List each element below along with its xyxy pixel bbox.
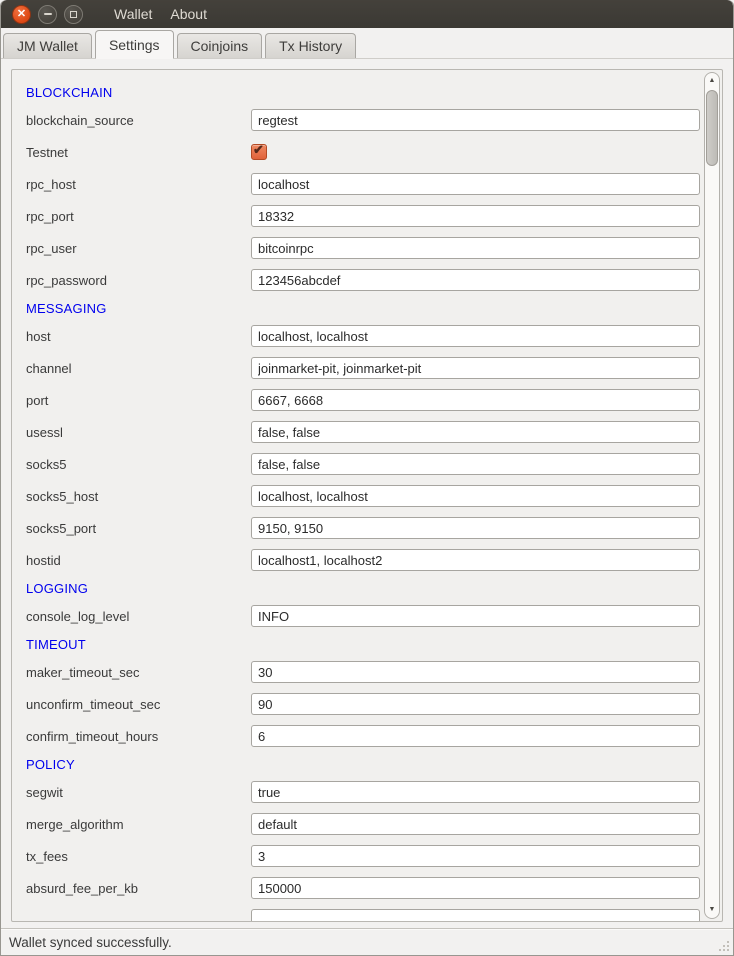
- field-label: confirm_timeout_hours: [26, 728, 159, 744]
- settings-row: [26, 448, 700, 480]
- settings-row: [26, 600, 700, 632]
- close-button[interactable]: [12, 5, 31, 24]
- section-header-timeout: TIMEOUT: [26, 636, 86, 652]
- field-value-cell: [251, 144, 700, 160]
- settings-form: [12, 70, 700, 921]
- field-label: socks5_port: [26, 520, 97, 536]
- tab-jm-wallet[interactable]: JM Wallet: [3, 33, 92, 58]
- settings-row: [26, 168, 700, 200]
- scrollbar-thumb[interactable]: [706, 90, 718, 166]
- field-label: socks5_host: [26, 488, 99, 504]
- absurd_fee_per_kb-input[interactable]: [251, 877, 700, 899]
- field-label: tx_fees: [26, 848, 68, 864]
- clipped-input[interactable]: [251, 909, 700, 921]
- port-input[interactable]: [251, 389, 700, 411]
- host-input[interactable]: [251, 325, 700, 347]
- menu-about[interactable]: About: [170, 6, 207, 22]
- merge_algorithm-input[interactable]: [251, 813, 700, 835]
- status-text: Wallet synced successfully.: [9, 934, 172, 950]
- scroll-up-icon[interactable]: ▲: [708, 77, 716, 84]
- tab-bar: [1, 28, 733, 59]
- field-label: rpc_port: [26, 208, 74, 224]
- field-label: segwit: [26, 784, 63, 800]
- blockchain_source-input[interactable]: [251, 109, 700, 131]
- checkmark-icon: ✔: [253, 142, 264, 157]
- rpc_host-input[interactable]: [251, 173, 700, 195]
- menu-wallet[interactable]: Wallet: [114, 6, 153, 22]
- socks5_port-input[interactable]: [251, 517, 700, 539]
- maximize-button[interactable]: [64, 5, 83, 24]
- field-label: socks5: [26, 456, 67, 472]
- field-label: hostid: [26, 552, 61, 568]
- status-bar: [1, 928, 733, 955]
- field-label: rpc_host: [26, 176, 76, 192]
- maximize-icon: [70, 11, 77, 18]
- field-label: merge_algorithm: [26, 816, 124, 832]
- scroll-down-icon[interactable]: ▼: [708, 906, 716, 913]
- settings-row: [26, 480, 700, 512]
- tab-settings[interactable]: Settings: [95, 30, 174, 59]
- settings-row: [26, 416, 700, 448]
- tx_fees-input[interactable]: [251, 845, 700, 867]
- settings-row: [26, 904, 700, 921]
- settings-row: [26, 384, 700, 416]
- settings-row: [26, 352, 700, 384]
- channel-input[interactable]: [251, 357, 700, 379]
- settings-row: [26, 656, 700, 688]
- rpc_password-input[interactable]: [251, 269, 700, 291]
- section-header-blockchain: BLOCKCHAIN: [26, 84, 113, 100]
- segwit-input[interactable]: [251, 781, 700, 803]
- menu-bar: [105, 2, 216, 26]
- field-label: maker_timeout_sec: [26, 664, 140, 680]
- settings-row: [26, 544, 700, 576]
- field-label: channel: [26, 360, 72, 376]
- settings-row: [26, 720, 700, 752]
- socks5_host-input[interactable]: [251, 485, 700, 507]
- field-label: rpc_user: [26, 240, 77, 256]
- settings-row: [26, 512, 700, 544]
- settings-row: [26, 776, 700, 808]
- field-label: unconfirm_timeout_sec: [26, 696, 161, 712]
- rpc_port-input[interactable]: [251, 205, 700, 227]
- settings-row: [26, 264, 700, 296]
- tab-coinjoins[interactable]: Coinjoins: [177, 33, 263, 58]
- settings-scroll-area: [11, 69, 723, 922]
- settings-row: [26, 320, 700, 352]
- settings-row: [26, 136, 700, 168]
- minimize-button[interactable]: [38, 5, 57, 24]
- rpc_user-input[interactable]: [251, 237, 700, 259]
- settings-row: [26, 104, 700, 136]
- field-label: port: [26, 392, 49, 408]
- field-label: blockchain_source: [26, 112, 134, 128]
- settings-row: [26, 872, 700, 904]
- close-icon: ✕: [16, 7, 27, 20]
- hostid-input[interactable]: [251, 549, 700, 571]
- field-label: console_log_level: [26, 608, 130, 624]
- vertical-scrollbar[interactable]: [704, 72, 720, 919]
- section-header-logging: LOGGING: [26, 580, 89, 596]
- resize-grip-icon[interactable]: [717, 939, 729, 951]
- settings-row: [26, 840, 700, 872]
- minimize-icon: [44, 13, 52, 15]
- section-header-messaging: MESSAGING: [26, 300, 107, 316]
- field-label: usessl: [26, 424, 63, 440]
- settings-row: [26, 808, 700, 840]
- unconfirm_timeout_sec-input[interactable]: [251, 693, 700, 715]
- settings-pane: [1, 59, 733, 928]
- testnet-checkbox[interactable]: [251, 144, 267, 160]
- tab-tx-history[interactable]: Tx History: [265, 33, 356, 58]
- console_log_level-input[interactable]: [251, 605, 700, 627]
- titlebar: [1, 0, 733, 28]
- field-label: Testnet: [26, 144, 68, 160]
- settings-row: [26, 232, 700, 264]
- socks5-input[interactable]: [251, 453, 700, 475]
- section-header-policy: POLICY: [26, 756, 75, 772]
- field-label: host: [26, 328, 51, 344]
- settings-row: [26, 200, 700, 232]
- field-label: rpc_password: [26, 272, 107, 288]
- maker_timeout_sec-input[interactable]: [251, 661, 700, 683]
- field-label: absurd_fee_per_kb: [26, 880, 139, 896]
- settings-row: [26, 688, 700, 720]
- confirm_timeout_hours-input[interactable]: [251, 725, 700, 747]
- usessl-input[interactable]: [251, 421, 700, 443]
